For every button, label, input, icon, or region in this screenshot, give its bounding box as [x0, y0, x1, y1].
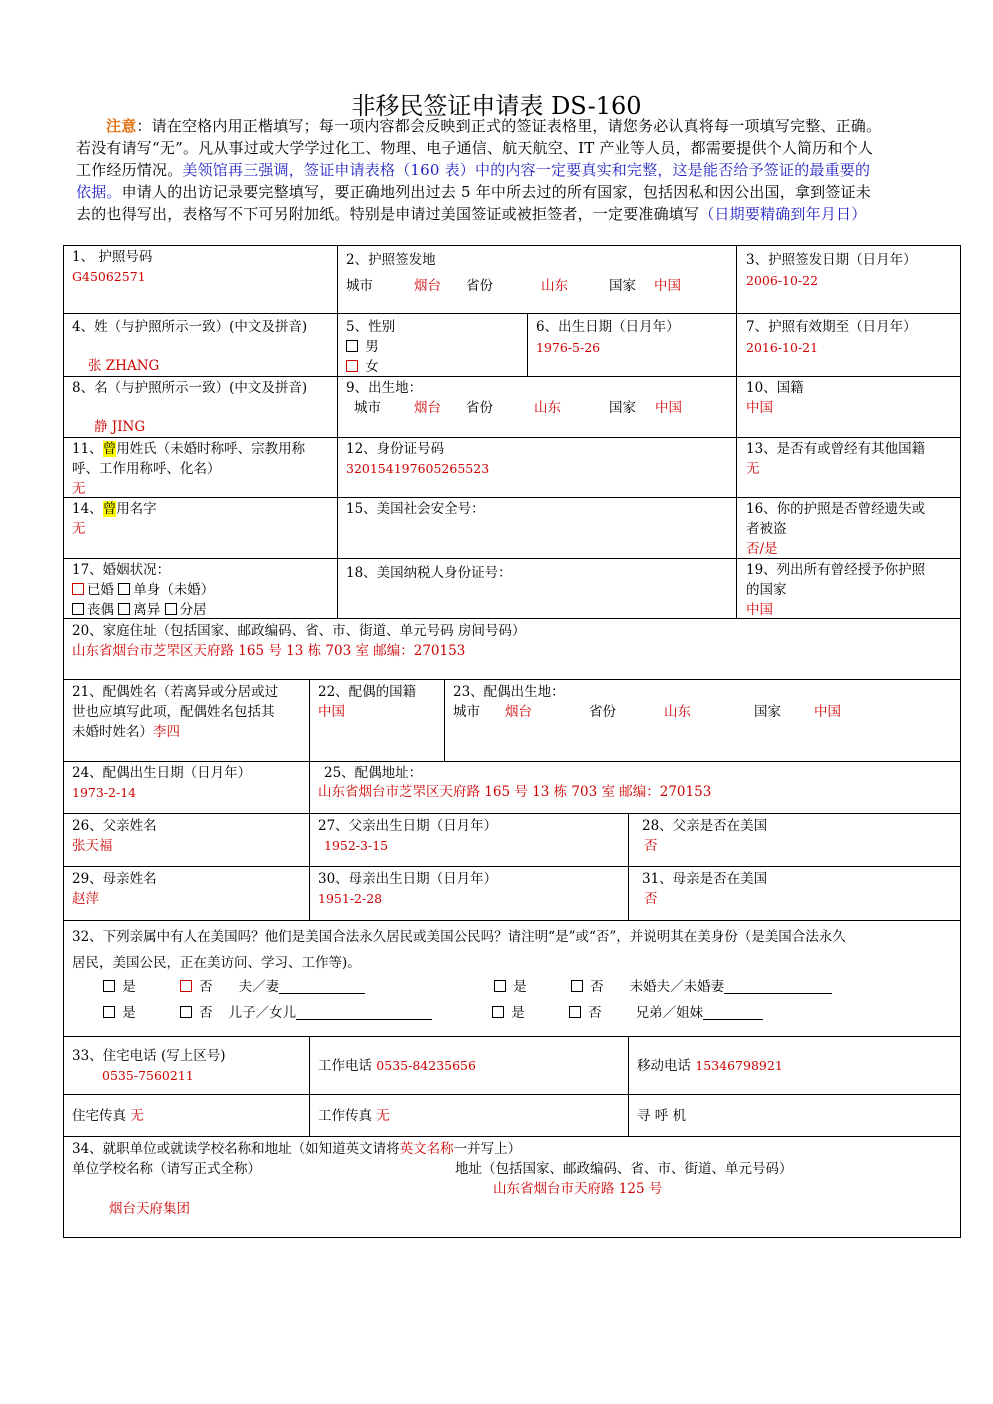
- passport-lost-value[interactable]: 否/是: [746, 541, 778, 557]
- widowed-label: 丧偶: [87, 602, 114, 618]
- pager-label: 寻 呼 机: [637, 1108, 687, 1124]
- notice-label: 注意: [106, 117, 137, 135]
- issue-city-label: 城市: [346, 278, 373, 294]
- other-nationality-value[interactable]: 无: [746, 461, 760, 477]
- work-fax-label: 工作传真: [318, 1108, 372, 1124]
- spouse-country-label: 国家: [754, 704, 781, 720]
- notice-text-2: 申请人的出访记录要完整填写，要正确地列出过去 5 年中所去过的所有国家，包括因私和因公出国，拿到签证未去的也得写出，表格写不下可另附加纸。特别是申请过美国签证或被拒签者，一定要准确填写: [76, 183, 871, 223]
- work-phone-label: 工作电话: [318, 1058, 372, 1074]
- spouse-row: 是 否 夫／妻: [103, 977, 365, 997]
- sibling-option-label: 兄弟／姐妹: [635, 1005, 704, 1021]
- notice-text-blue-2: （日期要精确到年月日）: [699, 205, 867, 223]
- birth-prov-label: 省份: [466, 400, 493, 416]
- home-fax-value[interactable]: 无: [130, 1108, 144, 1124]
- father-in-us-label: 28、父亲是否在美国: [642, 818, 768, 834]
- widowed-checkbox[interactable]: [72, 603, 84, 615]
- spouse-nationality-value[interactable]: 中国: [318, 704, 345, 720]
- former-surname-label: 11、曾用姓氏（未婚时称呼、宗教用称: [72, 441, 306, 457]
- gender-label: 5、性别: [346, 319, 396, 335]
- birth-country-value[interactable]: 中国: [655, 400, 682, 416]
- home-fax-label: 住宅传真: [72, 1108, 126, 1124]
- spouse-country-value[interactable]: 中国: [814, 704, 841, 720]
- issue-prov-label: 省份: [466, 278, 493, 294]
- divorced-label: 离异: [133, 602, 161, 618]
- marital-row-1: [72, 580, 214, 600]
- nationality-value[interactable]: 中国: [746, 400, 773, 416]
- father-name-value[interactable]: 张天福: [72, 838, 113, 854]
- work-phone: [318, 1056, 476, 1076]
- us-ssn-label: 15、美国社会安全号：: [346, 501, 485, 517]
- work-fax: [318, 1106, 390, 1126]
- married-checkbox[interactable]: [72, 583, 84, 595]
- gender-male[interactable]: [346, 337, 379, 357]
- former-surname-label-2: 呼、工作用称呼、化名）: [72, 461, 221, 477]
- relatives-label: 32、下列亲属中有人在美国吗？他们是美国合法永久居民或美国公民吗？请注明“是”或“否”，并说明其在美身份（是美国合法永久: [72, 929, 846, 945]
- spouse-city-value[interactable]: 烟台: [505, 704, 532, 720]
- passport-number-value[interactable]: G45062571: [72, 269, 146, 284]
- divorced-checkbox[interactable]: [118, 603, 130, 615]
- passport-lost-label: 16、你的护照是否曾经遗失或: [746, 501, 926, 517]
- spouse-name-label: 21、配偶姓名（若离异或分居或过: [72, 684, 279, 700]
- id-number-label: 12、身份证号码: [346, 441, 445, 457]
- mother-name-value[interactable]: 赵萍: [72, 891, 99, 907]
- form-title: 非移民签证申请表 DS-160: [351, 92, 642, 120]
- passport-expiry-label: 7、护照有效期至（日月年）: [746, 319, 917, 335]
- given-name-value[interactable]: 静 JING: [94, 419, 146, 435]
- employer-unit-value[interactable]: 烟台天府集团: [109, 1201, 190, 1217]
- relatives-label-2: 居民，美国公民，正在美访问、学习、工作等)。: [72, 955, 361, 971]
- spouse-dob-label: 24、配偶出生日期（日月年）: [72, 765, 252, 781]
- separated-label: 分居: [179, 602, 207, 618]
- fiance-no-checkbox[interactable]: [571, 980, 583, 992]
- birth-city-value[interactable]: 烟台: [414, 400, 441, 416]
- passport-expiry-value[interactable]: 2016-10-21: [746, 340, 819, 355]
- male-checkbox[interactable]: [346, 340, 358, 352]
- spouse-birthplace-label: 23、配偶出生地：: [453, 684, 565, 700]
- former-name-value[interactable]: 无: [72, 521, 86, 537]
- father-in-us-value[interactable]: 否: [644, 838, 658, 854]
- issue-country-value[interactable]: 中国: [654, 278, 681, 294]
- issue-country-label: 国家: [609, 278, 636, 294]
- employer-address-value[interactable]: 山东省烟台市天府路 125 号: [493, 1181, 663, 1197]
- home-address-label: 20、家庭住址（包括国家、邮政编码、省、市、街道、单元号码 房间号码）: [72, 623, 526, 639]
- passport-countries-label-2: 的国家: [746, 582, 787, 598]
- birth-place-label: 9、出生地：: [346, 380, 423, 396]
- home-fax: [72, 1106, 144, 1126]
- work-phone-value[interactable]: 0535-84235656: [376, 1058, 476, 1073]
- female-checkbox[interactable]: [346, 360, 358, 372]
- sibling-no-checkbox[interactable]: [569, 1006, 581, 1018]
- child-row: 是 否 儿子／女儿: [103, 1003, 432, 1023]
- marital-row-2: [72, 600, 207, 620]
- child-option-label: 儿子／女儿: [228, 1005, 297, 1021]
- gender-female[interactable]: [346, 357, 379, 377]
- home-phone-label: 33、住宅电话 (写上区号): [72, 1048, 226, 1064]
- single-label: 单身（未婚）: [133, 582, 215, 598]
- fiance-row: 是 否 未婚夫／未婚妻: [494, 977, 832, 997]
- passport-issue-date-label: 3、护照签发日期（日月年）: [746, 252, 917, 268]
- mother-in-us-value[interactable]: 否: [644, 891, 658, 907]
- passport-issue-date-value[interactable]: 2006-10-22: [746, 273, 819, 288]
- employer-label: 34、就职单位或就读学校名称和地址（如知道英文请将英文名称一并写上）: [72, 1141, 522, 1157]
- birth-date-value[interactable]: 1976-5-26: [536, 340, 601, 355]
- male-label: 男: [365, 339, 379, 355]
- separated-checkbox[interactable]: [165, 603, 177, 615]
- notice-text-blue: 美领馆再三强调，签证申请表格（160 表）中的内容一定要真实和完整，这是能否给予签证的最重要的依据。: [76, 161, 871, 201]
- fiance-option-label: 未婚夫／未婚妻: [629, 979, 725, 995]
- notice-text-1: ：请在空格内用正楷填写；每一项内容都会反映到正式的签证表格里，请您务必认真将每一项填写完整、正确。若没有请写“无”。凡从事过或大学学过化工、物理、电子通信、航天航空、IT 产业等人员，都需要提供个人简历和个人工作经历情况。: [76, 117, 882, 179]
- id-number-value[interactable]: 320154197605265523: [346, 461, 490, 476]
- spouse-prov-label: 省份: [589, 704, 616, 720]
- spouse-option-label: 夫／妻: [238, 979, 280, 995]
- us-taxpayer-id-label: 18、美国纳税人身份证号：: [346, 565, 512, 581]
- employer-address-label: 地址（包括国家、邮政编码、省、市、街道、单元号码）: [455, 1161, 793, 1177]
- sibling-row: 是 否 兄弟／姐妹: [492, 1003, 763, 1023]
- mother-dob-label: 30、母亲出生日期（日月年）: [318, 871, 498, 887]
- passport-countries-label: 19、列出所有曾经授予你护照: [746, 562, 926, 578]
- mother-in-us-label: 31、母亲是否在美国: [642, 871, 768, 887]
- mobile-phone: [637, 1056, 783, 1076]
- issue-prov-value[interactable]: 山东: [541, 278, 568, 294]
- spouse-city-label: 城市: [453, 704, 480, 720]
- marital-status-label: 17、婚姻状况：: [72, 562, 171, 578]
- birth-country-label: 国家: [609, 400, 636, 416]
- child-yes-checkbox[interactable]: [103, 1006, 115, 1018]
- former-surname-value[interactable]: 无: [72, 481, 86, 497]
- nationality-label: 10、国籍: [746, 380, 804, 396]
- home-phone-value[interactable]: 0535-7560211: [102, 1068, 194, 1083]
- spouse-dob-value[interactable]: 1973-2-14: [72, 785, 137, 800]
- mother-dob-value[interactable]: 1951-2-28: [318, 891, 383, 906]
- former-name-label: 14、曾用名字: [72, 501, 157, 517]
- mobile-phone-value[interactable]: 15346798921: [695, 1058, 783, 1073]
- surname-label: 4、姓（与护照所示一致）(中文及拼音): [72, 319, 308, 335]
- mobile-phone-label: 移动电话: [637, 1058, 691, 1074]
- fiance-yes-checkbox[interactable]: [494, 980, 506, 992]
- sibling-yes-checkbox[interactable]: [492, 1006, 504, 1018]
- female-label: 女: [365, 359, 379, 375]
- intro-notice: [76, 115, 884, 225]
- spouse-name-value[interactable]: 李四: [153, 724, 180, 740]
- spouse-nationality-label: 22、配偶的国籍: [318, 684, 417, 700]
- work-fax-value[interactable]: 无: [376, 1108, 390, 1124]
- father-name-label: 26、父亲姓名: [72, 818, 157, 834]
- passport-lost-label-2: 者被盗: [746, 521, 787, 537]
- passport-countries-value[interactable]: 中国: [746, 602, 773, 618]
- home-address-value[interactable]: 山东省烟台市芝罘区天府路 165 号 13 栋 703 室 邮编：270153: [72, 643, 466, 659]
- father-dob-label: 27、父亲出生日期（日月年）: [318, 818, 498, 834]
- birth-city-label: 城市: [354, 400, 381, 416]
- married-label: 已婚: [87, 582, 114, 598]
- child-no-checkbox[interactable]: [180, 1006, 192, 1018]
- spouse-prov-value[interactable]: 山东: [664, 704, 691, 720]
- employer-unit-label: 单位学校名称（请写正式全称）: [72, 1161, 261, 1177]
- birth-prov-value[interactable]: 山东: [534, 400, 561, 416]
- spouse-address-label: 25、配偶地址：: [324, 765, 423, 781]
- spouse-name-label-3: 未婚时姓名）李四: [72, 724, 180, 740]
- other-nationality-label: 13、是否有或曾经有其他国籍: [746, 441, 926, 457]
- passport-issue-place-label: 2、护照签发地: [346, 252, 436, 268]
- spouse-address-value[interactable]: 山东省烟台市芝罘区天府路 165 号 13 栋 703 室 邮编：270153: [318, 784, 712, 800]
- spouse-name-label-2: 世也应填写此项，配偶姓名包括其: [72, 704, 275, 720]
- passport-number-label: 1、 护照号码: [72, 249, 153, 265]
- spouse-no-checkbox[interactable]: [180, 980, 192, 992]
- single-checkbox[interactable]: [118, 583, 130, 595]
- mother-name-label: 29、母亲姓名: [72, 871, 157, 887]
- birth-date-label: 6、出生日期（日月年）: [536, 319, 680, 335]
- surname-value[interactable]: 张 ZHANG: [88, 358, 160, 374]
- issue-city-value[interactable]: 烟台: [414, 278, 441, 294]
- spouse-yes-checkbox[interactable]: [103, 980, 115, 992]
- given-name-label: 8、名（与护照所示一致）(中文及拼音): [72, 380, 308, 396]
- father-dob-value[interactable]: 1952-3-15: [324, 838, 389, 853]
